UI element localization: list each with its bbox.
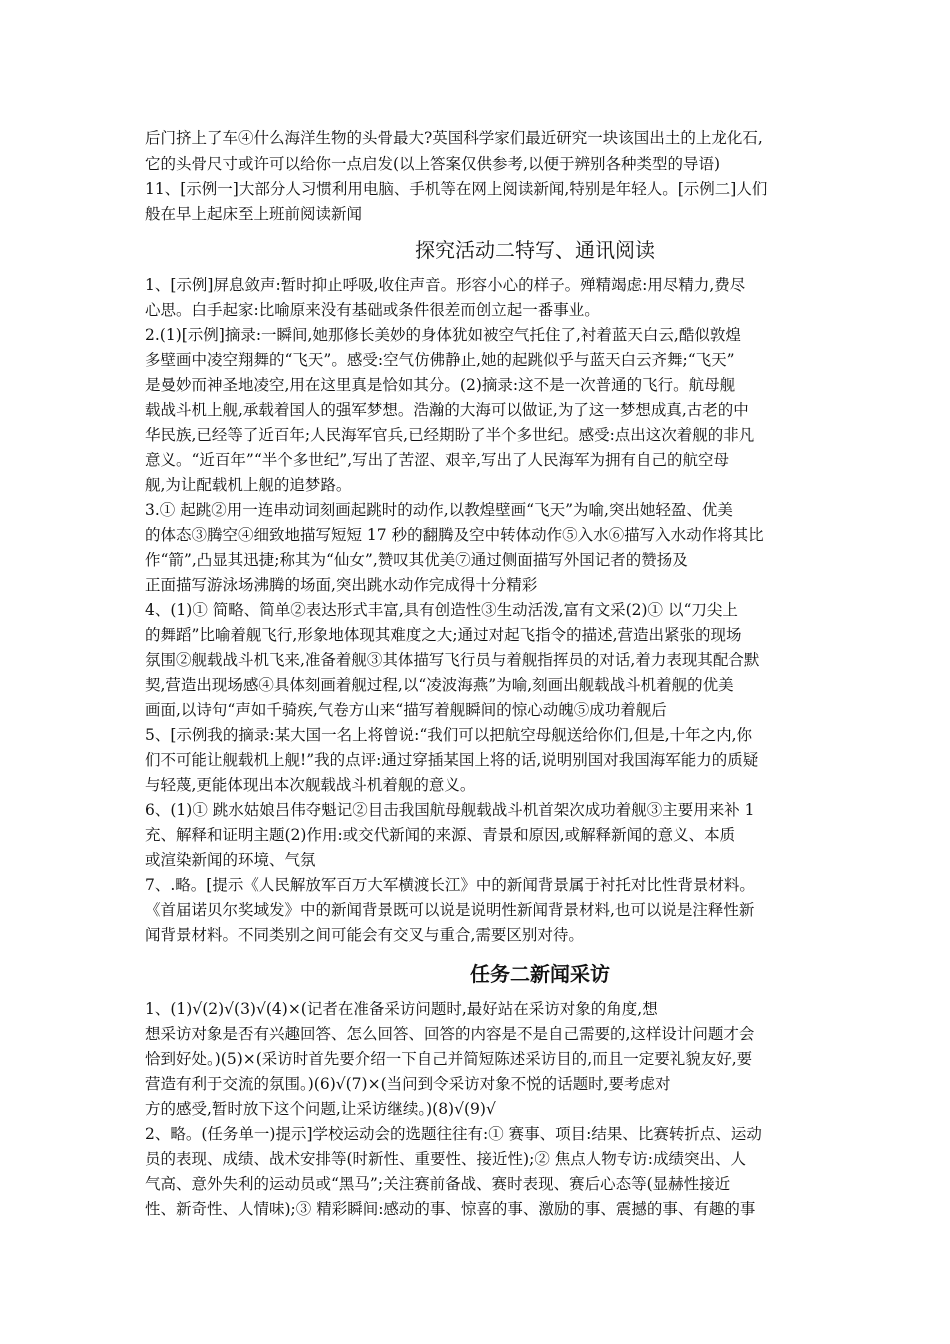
text-line: 营造有利于交流的氛围。)(6)√(7)×(当问到令采访对象不悦的话题时,要考虑对 [145,1075,671,1093]
text-line: 1、(1)√(2)√(3)√(4)×(记者在准备采访问题时,最好站在采访对象的角度,想 [145,1000,658,1018]
text-line: 恰到好处。)(5)×(采访时首先要介绍一下自己并简短陈述采访目的,而且一定要礼貌友好,要 [145,1050,753,1068]
text-line: 2.(1)[示例]摘录:一瞬间,她那修长美妙的身体犹如被空气托住了,衬着蓝天白云,酷似敦煌 [145,326,741,344]
text-line: 1、[示例]屏息敛声:暂时抑止呼吸,收住声音。形容小心的样子。殚精竭虑:用尽精力,费尽 [145,276,746,294]
text-line: 4、(1)① 简略、简单②表达形式丰富,具有创造性③生动活泼,富有文采(2)① 以“刀尖上 [145,601,738,619]
text-line: 载战斗机上舰,承载着国人的强军梦想。浩瀚的大海可以做证,为了这一梦想成真,古老的中 [145,401,749,419]
section-heading: 探究活动二特写、通讯阅读 [415,238,655,262]
text-line: 意义。“近百年”“半个多世纪”,写出了苦涩、艰辛,写出了人民海军为拥有自己的航空母 [145,451,730,469]
text-line: 多壁画中凌空翔舞的“飞天”。感受:空气仿佛静止,她的起跳似乎与蓝天白云齐舞;“飞天” [145,351,735,369]
text-line: 作“箭”,凸显其迅捷;称其为“仙女”,赞叹其优美⑦通过侧面描写外国记者的赞扬及 [145,551,688,569]
text-line: 画面,以诗句“声如千骑疾,气卷方山来“描写着舰瞬间的惊心动魄⑤成功着舰后 [145,701,667,719]
text-line: 6、(1)① 跳水姑娘吕伟夺魁记②目击我国航母舰载战斗机首架次成功着舰③主要用来补 1 [145,801,755,819]
section-heading: 任务二新闻采访 [470,962,610,986]
text-line: 心思。白手起家:比喻原来没有基础或条件很差而创立起一番事业。 [145,301,600,319]
text-line: 的舞蹈”比喻着舰飞行,形象地体现其难度之大;通过对起飞指令的描述,营造出紧张的现场 [145,626,742,644]
text-line: 7、.略。[提示《人民解放军百万大军横渡长江》中的新闻背景属于衬托对比性背景材料。 [145,876,755,894]
text-line: 闻背景材料。不同类别之间可能会有交叉与重合,需要区别对待。 [145,926,584,944]
text-line: 的体态③腾空④细致地描写短短 17 秒的翻腾及空中转体动作⑤入水⑥描写入水动作将其比 [145,526,764,544]
text-line: 气高、意外失利的运动员或“黑马”;关注赛前备战、赛时表现、赛后心态等(显赫性接近 [145,1175,731,1193]
text-line: 后门挤上了车④什么海洋生物的头骨最大?英国科学家们最近研究一块该国出土的上龙化石, [145,129,763,147]
text-line: 员的表现、成绩、战术安排等(时新性、重要性、接近性);② 焦点人物专访:成绩突出、人 [145,1150,746,1168]
text-line: 是曼妙而神圣地凌空,用在这里真是恰如其分。(2)摘录:这不是一次普通的飞行。航母舰 [145,376,736,394]
text-line: 华民族,已经等了近百年;人民海军官兵,已经期盼了半个多世纪。感受:点出这次着舰的非凡 [145,426,755,444]
text-line: 与轻蔑,更能体现出本次舰载战斗机着舰的意义。 [145,776,476,794]
text-line: 3.① 起跳②用一连串动词刻画起跳时的动作,以教煌壁画“飞天”为喻,突出她轻盈、优美 [145,501,733,519]
text-line: 2、略。(任务单一)提示]学校运动会的选题往往有:① 赛事、项目:结果、比赛转折点、运动 [145,1125,762,1143]
text-line: 《首届诺贝尔奖域发》中的新闻背景既可以说是说明性新闻背景材料,也可以说是注释性新 [145,901,755,919]
text-line: 氛围②舰载战斗机飞来,准备着舰③其体描写飞行员与着舰指挥员的对话,着力表现其配合默 [145,651,760,669]
text-line: 11、[示例一]大部分人习惯利用电脑、手机等在网上阅读新闻,特别是年轻人。[示例二]人们 [145,180,768,198]
text-line: 它的头骨尺寸或许可以给你一点启发(以上答案仅供参考,以便于辨别各种类型的导语) [145,155,721,173]
text-line: 想采访对象是否有兴趣回答、怎么回答、回答的内容是不是自己需要的,这样设计问题才会 [145,1025,755,1043]
text-line: 们不可能让舰载机上舰!”我的点评:通过穿插某国上将的话,说明别国对我国海军能力的质疑 [145,751,759,769]
text-line: 或渲染新闻的环境、气氛 [145,851,316,869]
text-line: 充、解释和证明主题(2)作用:或交代新闻的来源、青景和原因,或解释新闻的意义、本质 [145,826,736,844]
text-line: 般在早上起床至上班前阅读新闻 [145,205,363,223]
text-line: 方的感受,暂时放下这个问题,让采访继续。)(8)√(9)√ [145,1100,496,1118]
text-line: 契,营造出现场感④具体刻画着舰过程,以“凌波海燕”为喻,刻画出舰载战斗机着舰的优美 [145,676,734,694]
text-line: 正面描写游泳场沸腾的场面,突出跳水动作完成得十分精彩 [145,576,538,594]
text-line: 性、新奇性、人情味);③ 精彩瞬间:感动的事、惊喜的事、激励的事、震撼的事、有趣的事 [145,1200,756,1218]
text-line: 5、[示例我的摘录:某大国一名上将曾说:“我们可以把航空母舰送给你们,但是,十年之内,你 [145,726,753,744]
text-line: 舰,为让配载机上舰的追梦路。 [145,476,352,494]
